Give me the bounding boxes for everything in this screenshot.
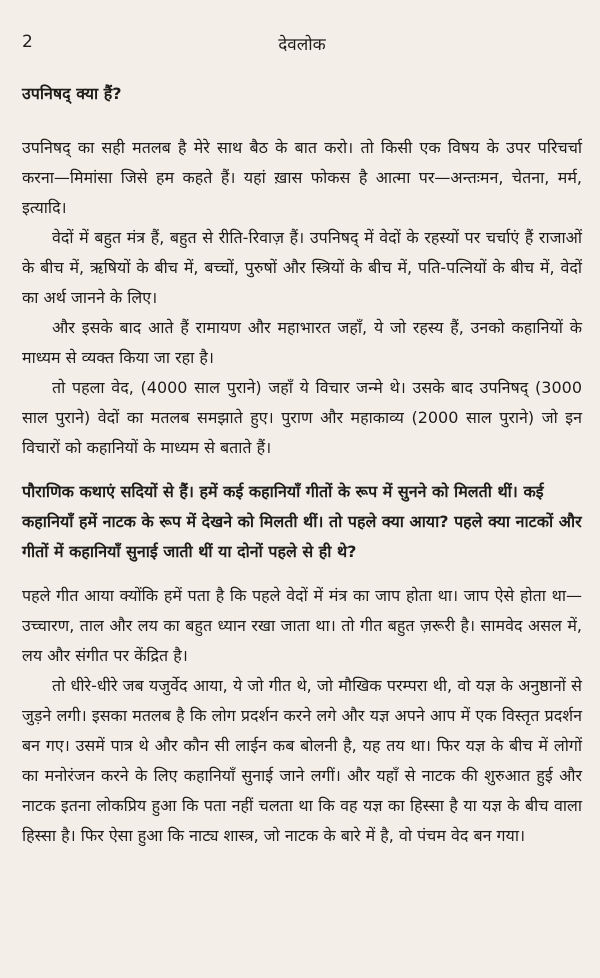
page-content (22, 79, 582, 851)
section-heading: उपनिषद् क्या हैं? (22, 84, 122, 103)
page-header (22, 32, 582, 56)
paragraph: और इसके बाद आते हैं रामायण और महाभारत जहाँ, ये जो रहस्य हैं, उनको कहानियों के माध्यम से व्यक्त किया जा रहा है। (22, 318, 582, 367)
paragraph: तो पहला वेद, (4000 साल पुराने) जहाँ ये विचार जन्मे थे। उसके बाद उपनिषद् (3000 साल पुराने) वेदों का मतलब समझाते हुए। पुराण और महाकाव्य (2000 साल पुराने) जो इन विचारों को कहानियों के माध्यम से बताते हैं। (22, 378, 582, 457)
interview-question: पौराणिक कथाएं सदियों से हैं। हमें कई कहानियाँ गीतों के रूप में सुनने को मिलती थीं। कई कहानियाँ हमें नाटक के रूप में देखने को मिलती थीं। तो पहले क्या आया? पहले क्या नाटकों और गीतों में कहानियाँ सुनाई जाती थीं या दोनों पहले से ही थे? (22, 482, 582, 561)
paragraph: वेदों में बहुत मंत्र हैं, बहुत से रीति-रिवाज़ हैं। उपनिषद् में वेदों के रहस्यों पर चर्चाएं हैं राजाओं के बीच में, ऋषियों के बीच में, बच्चों, पुरुषों और स्त्रियों के बीच में, पति-पत्नियों के बीच में, वेदों का अर्थ जानने के लिए। (22, 228, 582, 307)
section-gap (22, 463, 582, 477)
section-gap (22, 567, 582, 581)
paragraph: पहले गीत आया क्योंकि हमें पता है कि पहले वेदों में मंत्र का जाप होता था। जाप ऐसे होता था—उच्चारण, ताल और लय का बहुत ध्यान रखा जाता था। तो गीत बहुत ज़रूरी है। सामवेद असल में, लय और संगीत पर केंद्रित है। (22, 586, 582, 665)
page-number: 2 (22, 32, 33, 52)
paragraph: उपनिषद् का सही मतलब है मेरे साथ बैठ के बात करो। तो किसी एक विषय के उपर परिचर्चा करना—मिमांसा जिसे हम कहते हैं। यहां ख़ास फोकस है आत्मा पर—अन्तःमन, चेतना, मर्म, इत्यादि। (22, 138, 582, 217)
paragraph: तो धीरे-धीरे जब यजुर्वेद आया, ये जो गीत थे, जो मौखिक परम्परा थी, वो यज्ञ के अनुष्ठानों से जुड़ने लगी। इसका मतलब है कि लोग प्रदर्शन करने लगे और यज्ञ अपने आप में एक विस्तृत प्रदर्शन बन गए। उसमें पात्र थे और कौन सी लाईन कब बोलनी है, यह तय था। फिर यज्ञ के बीच में लोगों का मनोरंजन करने के लिए कहानियाँ सुनाई जाने लगीं। और यहाँ से नाटक की शुरुआत हुई और नाटक इतना लोकप्रिय हुआ कि पता नहीं चलता था कि वह यज्ञ का हिस्सा है या यज्ञ के बीच वाला हिस्सा है। फिर ऐसा हुआ कि नाट्य शास्त्र, जो नाटक के बारे में है, वो पंचम वेद बन गया। (22, 676, 582, 845)
running-title: देवलोक (278, 35, 326, 55)
